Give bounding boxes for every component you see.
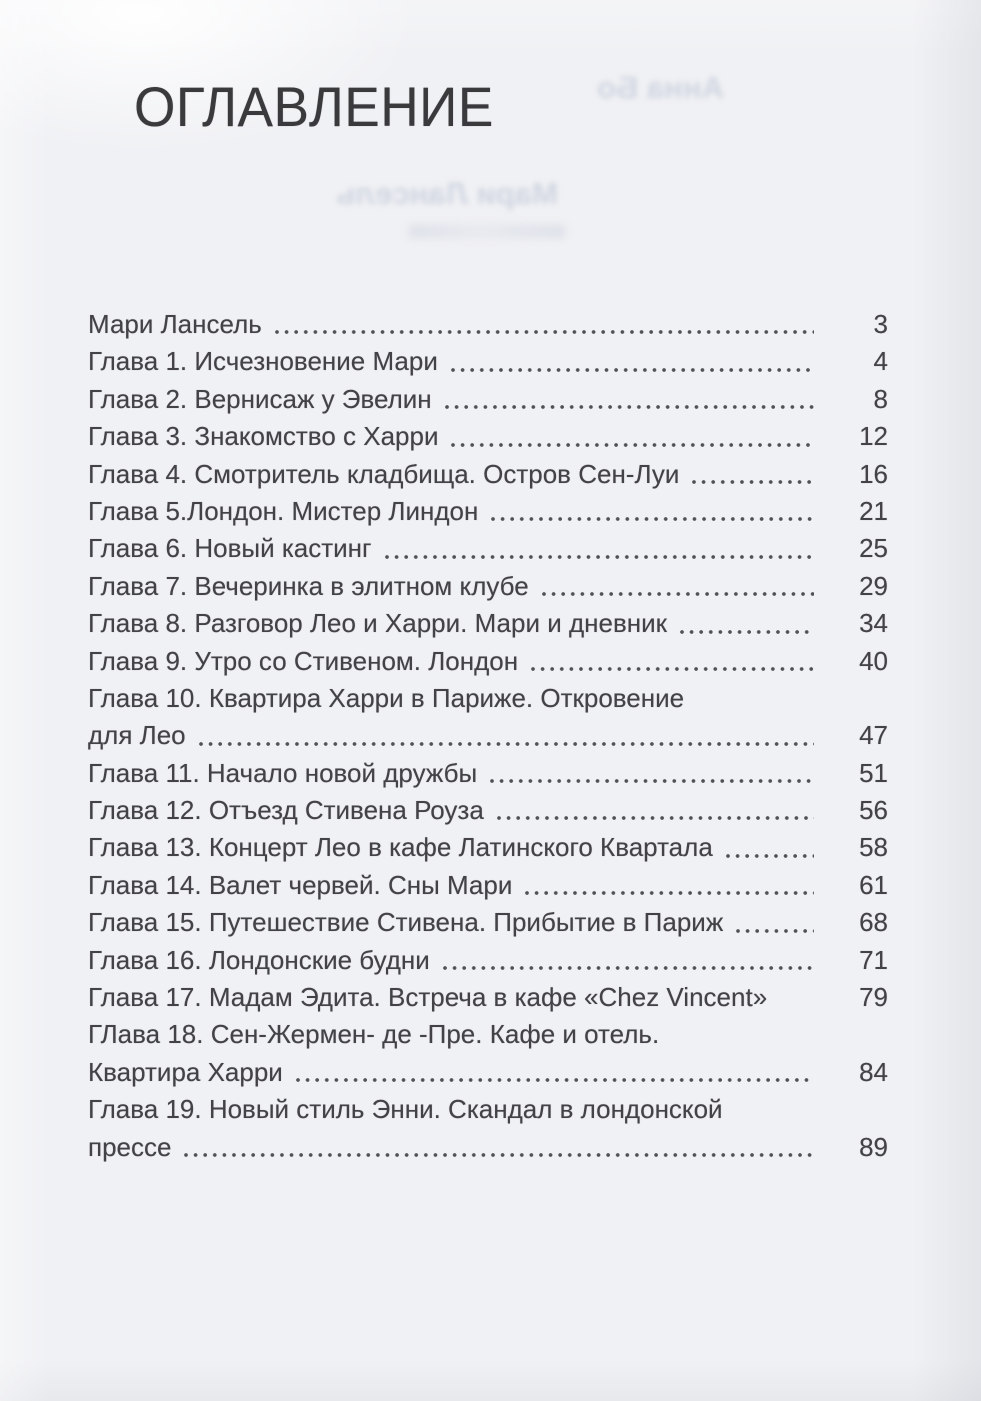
dot-leader [531,663,814,673]
toc-entry-title: Глава 11. Начало новой дружбы [88,757,478,788]
toc-page-number: 58 [859,832,888,863]
toc-entry-title: Глава 8. Разговор Лео и Харри. Мари и дневник [88,608,668,639]
dot-leader [275,326,814,336]
toc-entry [88,1054,888,1091]
toc-page-number: 40 [859,645,888,676]
toc-page-number: 56 [859,795,888,826]
toc-entry-title: Глава 1. Исчезновение Мари [88,346,438,377]
toc-entry-title: Глава 9. Утро со Стивеном. Лондон [88,645,519,676]
toc-entry-title: Мари Лансель [88,309,262,339]
page-title: ОГЛАВЛЕНИЕ [134,75,494,138]
bleedthrough-author-text: Анна Бо [597,70,724,105]
toc-page-number: 71 [859,944,888,975]
toc-page-number: 89 [859,1131,888,1162]
toc-page-number: 4 [873,346,888,377]
toc-page-number: 84 [859,1056,888,1087]
toc-entry-title: Глава 7. Вечеринка в элитном клубе [88,570,529,601]
toc-entry-title: Глава 4. Смотритель кладбища. Остров Сен-Луи [88,458,680,489]
toc-entry [88,306,888,343]
toc-page-number: 29 [859,570,888,601]
toc-entry-title: Глава 14. Валет червей. Сны Мари [88,869,513,900]
dot-leader [443,962,814,972]
toc-page-number: 25 [859,533,888,564]
dot-leader [445,401,814,411]
dot-leader [184,1149,814,1159]
toc-entry-title: Глава 17. Мадам Эдита. Встреча в кафе «Chez Vincent» [88,982,768,1013]
dot-leader [451,364,814,374]
bleedthrough-subtitle-smudge [408,224,566,239]
toc-entry [88,418,888,455]
dot-leader [491,513,814,523]
toc-entry [88,755,888,792]
toc-page-number: 51 [859,757,888,788]
toc-page-number: 12 [859,421,888,452]
dot-leader [726,850,814,860]
toc-page-number [824,680,888,717]
toc-page-number: 3 [873,309,888,339]
toc-page-number: 47 [859,720,888,751]
toc-entry [88,792,888,829]
dot-leader [296,1074,814,1084]
dot-leader [490,775,814,785]
dot-leader [692,476,814,486]
toc-entry [88,381,888,418]
dot-leader [525,887,814,897]
dot-leader [542,588,814,598]
toc-page-number: 68 [859,907,888,938]
toc-page-number: 79 [859,982,888,1013]
toc-entry-title: Глава 5.Лондон. Мистер Линдон [88,495,479,526]
dot-leader [736,925,814,935]
dot-leader [451,439,814,449]
toc-entry-title: Глава 3. Знакомство с Харри [88,421,439,452]
toc-entry [88,942,888,979]
toc-entry [88,867,888,904]
dot-leader [385,551,814,561]
toc-page-number: 34 [859,608,888,639]
toc-entry [88,643,888,680]
toc-entry-title: Глава 15. Путешествие Стивена. Прибытие в Париж [88,907,724,938]
toc-entry [88,530,888,567]
toc-page-number: 16 [859,458,888,489]
toc-entry-title: Глава 6. Новый кастинг [88,533,372,564]
toc-entry-title: ГЛава 18. Сен-Жермен- де -Пре. Кафе и отель. [88,1019,660,1050]
toc-entry-title: Глава 16. Лондонские будни [88,944,430,975]
toc-entry-title: Глава 2. Вернисаж у Эвелин [88,383,432,414]
toc-entry-title: Глава 13. Концерт Лео в кафе Латинского Квартала [88,832,713,863]
toc-page-number: 8 [873,383,888,414]
toc-entry [88,680,888,717]
toc-entry [88,1016,888,1053]
toc-entry-title: для Лео [88,720,186,751]
toc-entry [88,979,888,1016]
toc-page-number: 61 [859,869,888,900]
toc-page-number [824,1016,888,1053]
dot-leader [199,738,814,748]
toc-entry [88,568,888,605]
toc-entry [88,1091,888,1128]
bleedthrough-title-text: Мари Лансель [336,176,558,211]
dot-leader [497,812,814,822]
toc-entry [88,717,888,754]
toc-page-number [824,1091,888,1128]
dot-leader [680,626,814,636]
toc-entry [88,904,888,941]
toc-page-number: 21 [859,495,888,526]
toc-entry-title: Глава 12. Отъезд Стивена Роуза [88,795,484,826]
toc-entry-title: Глава 10. Квартира Харри в Париже. Откровение [88,682,685,713]
toc-entry-title: прессе [88,1131,172,1162]
toc-entry [88,1129,888,1166]
toc-entry [88,605,888,642]
toc-entry-title: Глава 19. Новый стиль Энни. Скандал в лондонской [88,1094,723,1125]
toc-entry [88,829,888,866]
table-of-contents [88,306,888,1166]
toc-entry-title: Квартира Харри [88,1056,283,1087]
toc-entry [88,456,888,493]
toc-entry [88,343,888,380]
toc-entry [88,493,888,530]
